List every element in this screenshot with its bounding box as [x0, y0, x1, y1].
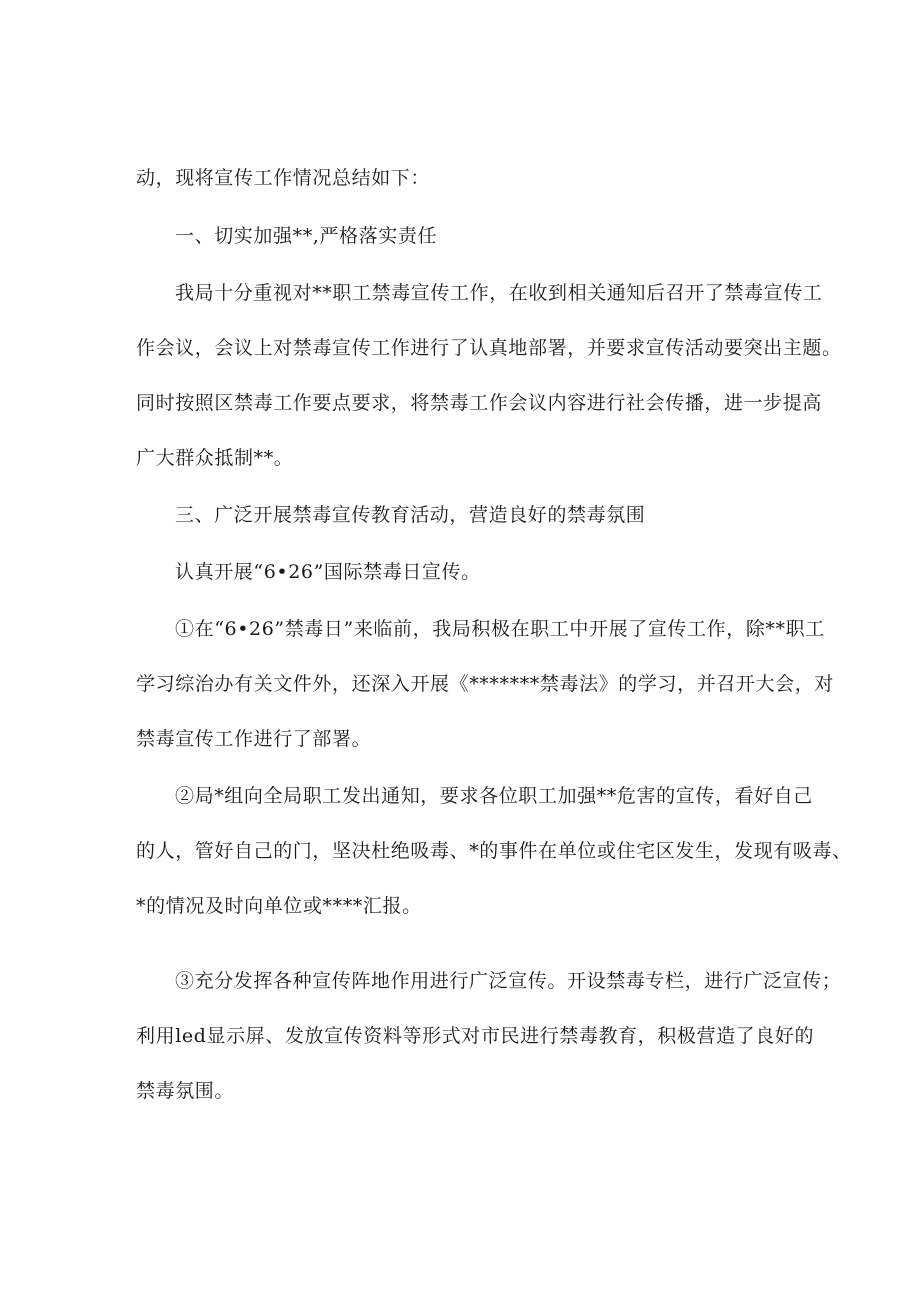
section-heading: 三、广泛开展禁毒宣传教育活动，营造良好的禁毒氛围 — [175, 504, 646, 526]
paragraph-line: ③充分发挥各种宣传阵地作用进行广泛宣传。开设禁毒专栏，进行广泛宣传； — [175, 970, 842, 992]
paragraph-line: 同时按照区禁毒工作要点要求，将禁毒工作会议内容进行社会传播，进一步提高 — [136, 392, 823, 414]
paragraph-line: ②局*组向全局职工发出通知，要求各位职工加强**危害的宣传，看好自己 — [175, 785, 813, 807]
paragraph-line: 禁毒宣传工作进行了部署。 — [136, 728, 372, 750]
paragraph-line: *的情况及时向单位或****汇报。 — [136, 895, 422, 917]
paragraph-line: 广大群众抵制**。 — [136, 447, 294, 469]
paragraph-line: 作会议，会议上对禁毒宣传工作进行了认真地部署，并要求宣传活动要突出主题。 — [136, 337, 842, 359]
paragraph-line: ①在“6•26”禁毒日”来临前，我局积极在职工中开展了宣传工作，除**职工 — [175, 618, 825, 640]
paragraph-line: 利用led显示屏、发放宣传资料等形式对市民进行禁毒教育，积极营造了良好的 — [136, 1025, 815, 1047]
paragraph-line: 的人，管好自己的门，坚决杜绝吸毒、*的事件在单位或住宅区发生，发现有吸毒、 — [136, 840, 852, 862]
paragraph-line: 禁毒氛围。 — [136, 1080, 235, 1102]
paragraph-line: 动，现将宣传工作情况总结如下： — [136, 167, 431, 189]
paragraph-line: 我局十分重视对**职工禁毒宣传工作，在收到相关通知后召开了禁毒宣传工 — [175, 282, 823, 304]
paragraph-line: 认真开展“6•26”国际禁毒日宣传。 — [175, 561, 481, 583]
section-heading: 一、切实加强**,严格落实责任 — [175, 225, 438, 247]
paragraph-line: 学习综治办有关文件外，还深入开展《*******禁毒法》的学习，并召开大会，对 — [136, 673, 834, 695]
